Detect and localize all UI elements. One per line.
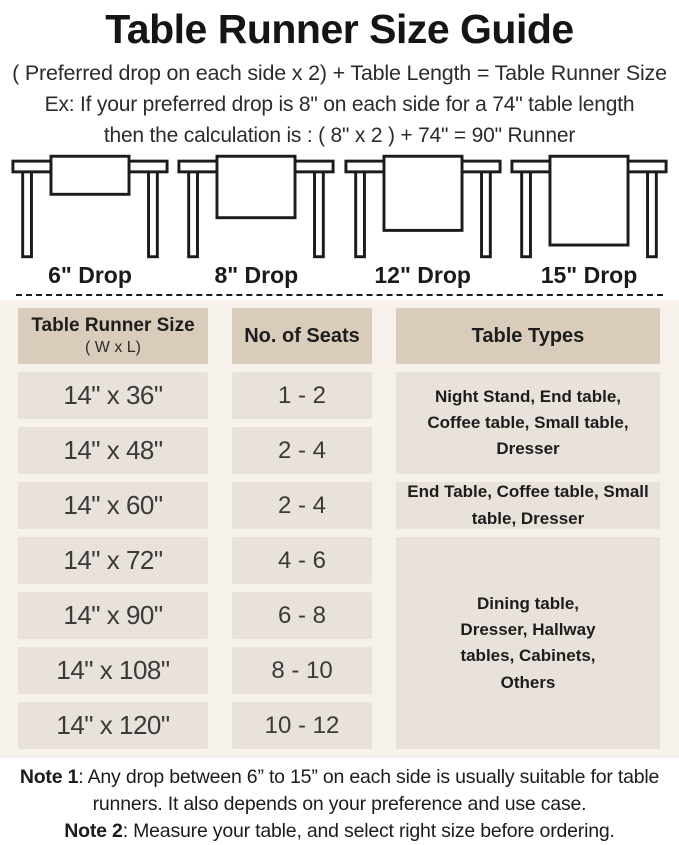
table-runner-8-drop-icon: [176, 152, 336, 260]
seats-cell: 2 - 4: [232, 482, 372, 529]
note-2-text: : Measure your table, and select right size before ordering.: [122, 820, 615, 842]
formula-line: ( Preferred drop on each side x 2) + Table Length = Table Runner Size: [12, 61, 667, 86]
page-title: Table Runner Size Guide: [105, 6, 574, 52]
header-types: Table Types: [396, 308, 660, 364]
size-cell: 14" x 72": [18, 537, 208, 584]
dashed-divider: [16, 294, 663, 296]
seats-cell: 1 - 2: [232, 372, 372, 419]
table-runner-15-drop-icon: [509, 152, 669, 260]
drop-figure-8: [174, 152, 338, 289]
note-1: [20, 766, 659, 815]
size-table: [0, 300, 679, 758]
table-runner-12-drop-icon: [343, 152, 503, 260]
drop-label: 15" Drop: [540, 262, 638, 289]
size-cell: 14" x 36": [18, 372, 208, 419]
drop-figure-6: [8, 152, 172, 289]
example-line-2: then the calculation is : ( 8" x 2 ) + 74" = 90" Runner: [103, 124, 576, 148]
size-cell: 14" x 108": [18, 647, 208, 694]
drop-illustrations: [0, 152, 679, 289]
note-1-text: : Any drop between 6” to 15” on each side is usually suitable for table runners. It also depends on your preference and use case.: [78, 766, 660, 816]
header-size-title: Table Runner Size: [31, 315, 195, 337]
seats-cell: 8 - 10: [232, 647, 372, 694]
header-size-subtitle: ( W x L): [85, 338, 141, 356]
seats-cell: 2 - 4: [232, 427, 372, 474]
seats-cell: 4 - 6: [232, 537, 372, 584]
drop-figure-12: [341, 152, 505, 289]
types-cell-group-3: Dining table, Dresser, Hallway tables, Cabinets, Others: [396, 537, 660, 749]
drop-label: 6" Drop: [48, 262, 132, 289]
types-cell-group-1: Night Stand, End table, Coffee table, Small table, Dresser: [396, 372, 660, 474]
drop-figure-15: [507, 152, 671, 289]
footer-notes: [0, 758, 679, 845]
size-cell: 14" x 90": [18, 592, 208, 639]
header-seats: No. of Seats: [232, 308, 372, 364]
table-runner-6-drop-icon: [10, 152, 170, 260]
note-2: [64, 820, 614, 842]
seats-cell: 10 - 12: [232, 702, 372, 749]
seats-cell: 6 - 8: [232, 592, 372, 639]
example-line-1: Ex: If your preferred drop is 8" on each side for a 74" table length: [44, 93, 635, 117]
note-1-label: Note 1: [19, 766, 79, 789]
size-cell: 14" x 48": [18, 427, 208, 474]
note-2-label: Note 2: [64, 820, 123, 842]
size-cell: 14" x 60": [18, 482, 208, 529]
types-cell-group-2: End Table, Coffee table, Small table, Dresser: [396, 482, 660, 529]
size-cell: 14" x 120": [18, 702, 208, 749]
drop-label: 12" Drop: [374, 262, 471, 289]
header: [0, 0, 679, 148]
drop-label: 8" Drop: [214, 262, 299, 289]
header-size: [18, 308, 208, 364]
